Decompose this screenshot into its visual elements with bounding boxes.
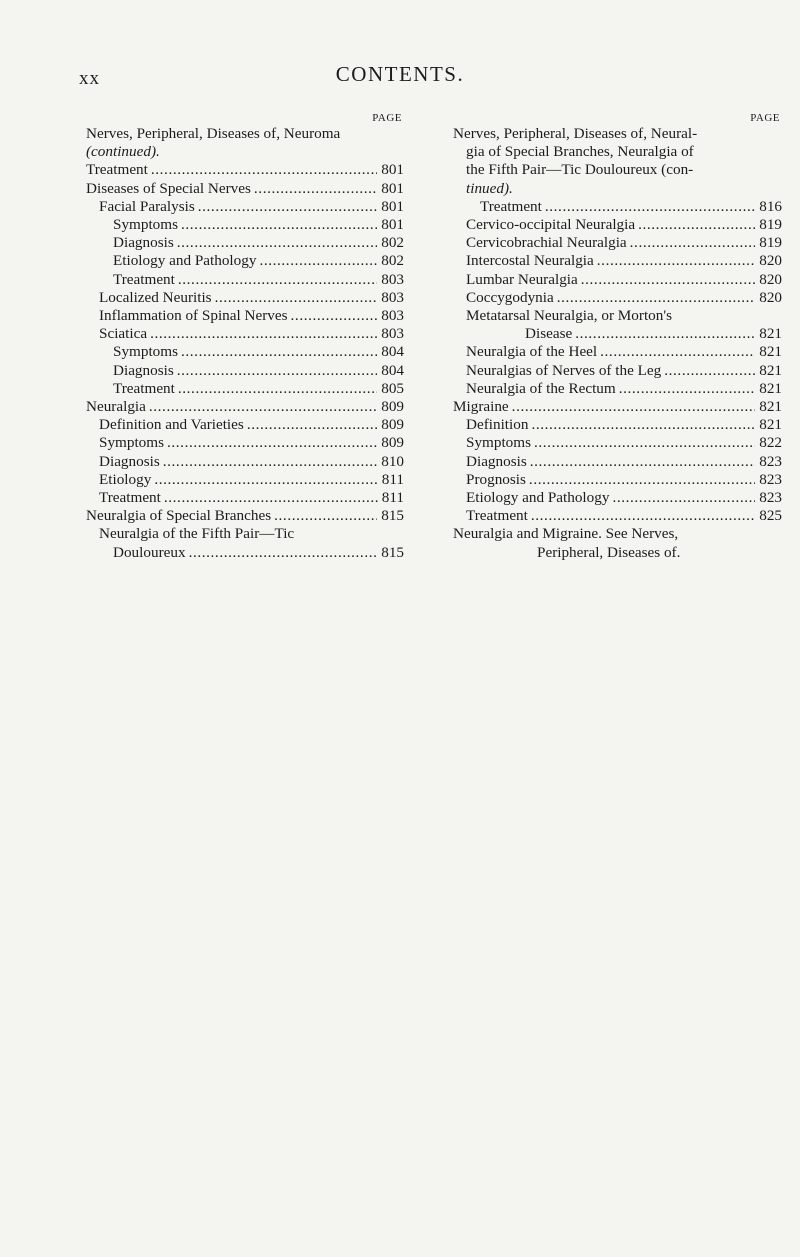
toc-entry: Definition . . . 821 [453, 416, 782, 434]
toc-entry: Migraine . . . 821 [453, 398, 782, 416]
section-heading-continued: the Fifth Pair—Tic Douloureux (con- [466, 161, 694, 179]
toc-entry: Localized Neuritis . . . 803 [86, 289, 404, 307]
toc-entry: Symptoms . . . 801 [86, 216, 404, 234]
toc-entry: Treatment . . . 825 [453, 507, 782, 525]
toc-entry: Neuralgia . . . 809 [86, 398, 404, 416]
toc-entry: Inflammation of Spinal Nerves . . . 803 [86, 307, 404, 325]
toc-entry: Diseases of Special Nerves . . . 801 [86, 180, 404, 198]
toc-entry: Symptoms . . . 809 [86, 434, 404, 452]
running-head: CONTENTS. [335, 62, 465, 86]
toc-entry: Diagnosis . . . 823 [453, 453, 782, 471]
toc-entry: Intercostal Neuralgia . . . 820 [453, 252, 782, 270]
cross-reference-continued: Peripheral, Diseases of. [537, 543, 681, 561]
toc-entry: Lumbar Neuralgia . . . 820 [453, 271, 782, 289]
toc-entry: Etiology and Pathology . . . 802 [86, 252, 404, 270]
section-heading: Nerves, Peripheral, Diseases of, Neuroma [86, 125, 341, 142]
toc-entry: Treatment . . . 816 [453, 198, 782, 216]
section-heading: Nerves, Peripheral, Diseases of, Neural- [453, 125, 698, 142]
toc-entry: Definition and Varieties . . . 809 [86, 416, 404, 434]
toc-entry: Diagnosis . . . 802 [86, 234, 404, 252]
toc-entry: Diagnosis . . . 804 [86, 362, 404, 380]
section-heading-continued: (continued). [86, 143, 160, 161]
toc-entry: Treatment . . . 801 [86, 161, 404, 179]
toc-entry: Neuralgia of the Heel . . . 821 [453, 343, 782, 361]
toc-entry: Treatment . . . 803 [86, 271, 404, 289]
toc-entry: Etiology . . . 811 [86, 471, 404, 489]
toc-entry-first-line: Neuralgia of the Fifth Pair—Tic [99, 525, 295, 543]
toc-entry: Coccygodynia . . . 820 [453, 289, 782, 307]
page-number: xx [79, 68, 100, 89]
toc-entry: Prognosis . . . 823 [453, 471, 782, 489]
toc-entry: Symptoms . . . 822 [453, 434, 782, 452]
toc-entry: Neuralgia of the Rectum . . . 821 [453, 380, 782, 398]
toc-entry: Facial Paralysis . . . 801 [86, 198, 404, 216]
toc-entry: Neuralgias of Nerves of the Leg . . . 821 [453, 362, 782, 380]
toc-entry: Sciatica . . . 803 [86, 325, 404, 343]
page-column-label: PAGE [372, 112, 402, 124]
toc-entry: Neuralgia of Special Branches . . . 815 [86, 507, 404, 525]
toc-entry: Diagnosis . . . 810 [86, 453, 404, 471]
toc-entry: Treatment . . . 805 [86, 380, 404, 398]
page-column-label: PAGE [750, 112, 780, 124]
toc-entry-first-line: Metatarsal Neuralgia, or Morton's [466, 307, 673, 325]
right-column [453, 112, 782, 562]
toc-entry: Disease . . . 821 [453, 325, 782, 343]
cross-reference: Neuralgia and Migraine. See Nerves, [453, 525, 679, 543]
toc-entry: Treatment . . . 811 [86, 489, 404, 507]
left-column [86, 112, 404, 562]
toc-entry: Cervico-occipital Neuralgia . . . 819 [453, 216, 782, 234]
toc-entry: Douloureux . . . 815 [86, 544, 404, 562]
toc-entry: Etiology and Pathology . . . 823 [453, 489, 782, 507]
toc-entry: Symptoms . . . 804 [86, 343, 404, 361]
toc-entry: Cervicobrachial Neuralgia . . . 819 [453, 234, 782, 252]
section-heading-continued: gia of Special Branches, Neuralgia of [466, 143, 694, 161]
section-heading-continued: tinued). [466, 179, 513, 197]
